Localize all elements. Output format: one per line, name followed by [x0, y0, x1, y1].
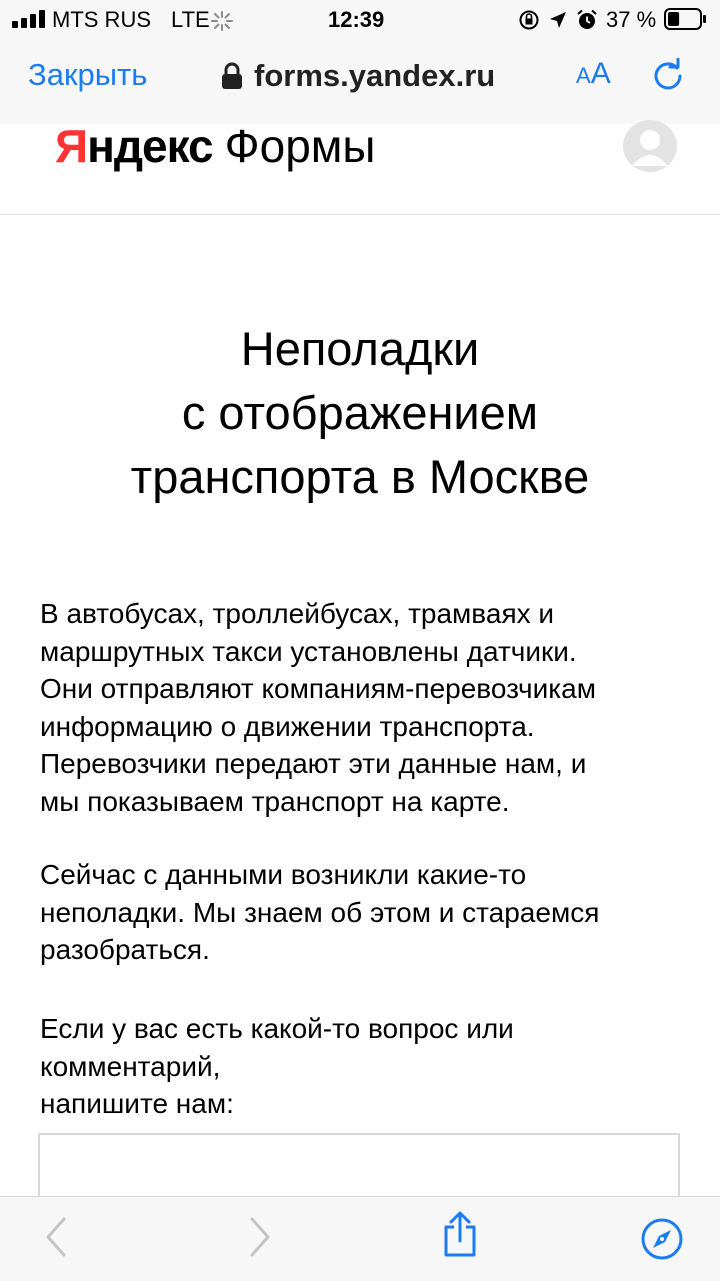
logo-brand [55, 120, 213, 172]
alarm-clock-icon [576, 9, 598, 31]
form-title-line: транспорта в Москве [130, 450, 590, 503]
text-line: Перевозчики передают эти данные нам, и [40, 748, 587, 779]
yandex-forms-logo[interactable] [55, 120, 376, 172]
share-icon[interactable] [440, 1211, 480, 1259]
form-title-line: с отображением [181, 386, 539, 439]
text-line: мы показываем транспорт на карте. [40, 785, 510, 817]
logo-brand-first-letter: Я [55, 120, 88, 172]
text-line: Они отправляют компаниям-перевозчикам [40, 673, 596, 704]
site-header [0, 120, 720, 215]
text-line: неполадки. Мы знаем об этом и стараемся [40, 896, 600, 928]
text-line: комментарий, [40, 1050, 221, 1082]
loading-spinner-icon [211, 11, 233, 31]
address-bar[interactable] [220, 56, 495, 96]
logo-product: Формы [224, 120, 376, 172]
orientation-lock-icon [518, 10, 540, 30]
text-size-large-label: A [590, 57, 611, 90]
form-title-line: Неполадки [240, 322, 480, 375]
form-content [0, 215, 720, 1195]
close-button[interactable]: Закрыть [28, 57, 148, 92]
url-text: forms.yandex.ru [254, 58, 496, 93]
clock: 12:39 [328, 7, 385, 32]
text-line: Сейчас с данными возникли какие-то [40, 859, 527, 890]
carrier-name: MTS RUS [52, 7, 151, 32]
reload-icon[interactable] [650, 58, 686, 94]
text-size-button[interactable] [576, 57, 611, 91]
status-icons [518, 8, 602, 32]
lock-icon [220, 61, 244, 91]
location-arrow-icon [548, 10, 568, 30]
text-line: маршрутных такси установлены датчики. [40, 635, 577, 667]
browser-chrome [0, 0, 720, 125]
question-label [40, 1010, 700, 1123]
text-line: В автобусах, троллейбусах, трамваях и [40, 598, 555, 629]
browser-nav-bar [0, 40, 720, 124]
status-paragraph [40, 856, 700, 969]
form-title [40, 317, 680, 509]
text-line: Если у вас есть какой-то вопрос или [40, 1013, 514, 1044]
battery-icon [664, 8, 706, 30]
intro-paragraph [40, 595, 700, 820]
compass-icon[interactable] [640, 1217, 684, 1261]
battery-percent: 37 % [606, 7, 657, 32]
forward-arrow-icon[interactable] [246, 1215, 274, 1259]
network-type: LTE [171, 7, 210, 32]
status-bar [0, 0, 720, 40]
user-avatar-icon[interactable] [622, 120, 678, 172]
back-arrow-icon[interactable] [42, 1215, 70, 1259]
signal-bars-icon [12, 10, 46, 28]
text-size-small-label: A [576, 63, 591, 88]
logo-brand-rest: ндекс [87, 120, 213, 172]
browser-toolbar [0, 1196, 720, 1281]
text-line: разобраться. [40, 934, 210, 965]
text-line: напишите нам: [40, 1088, 234, 1119]
text-line: информацию о движении транспорта. [40, 710, 535, 742]
